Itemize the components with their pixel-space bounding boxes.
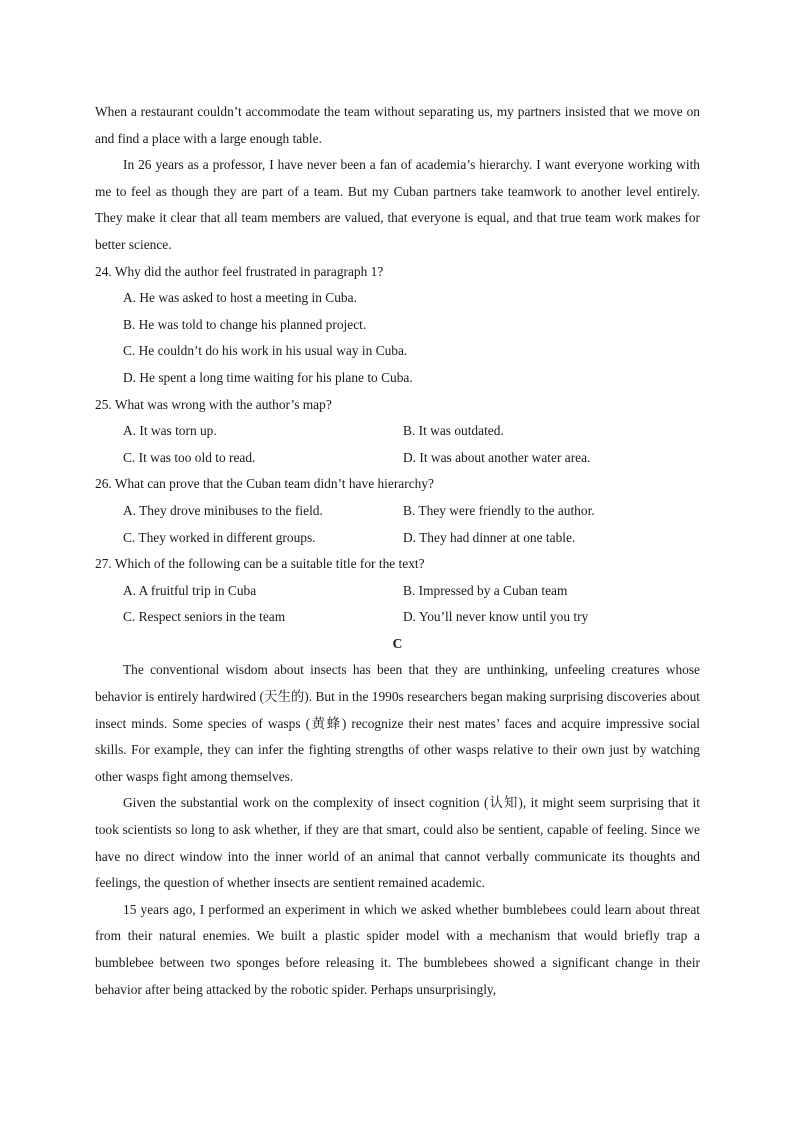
question-25-stem: 25. What was wrong with the author’s map?: [95, 396, 332, 412]
question-27-options-row-2: [95, 604, 700, 631]
passage-b-paragraph: In 26 years as a professor, I have never been a fan of academia’s hierarchy. I want everyone working with me to feel as though they are part of a team. But my Cuban partners take teamwork to another level entirely. They make it clear that all team members are valued, that everyone is equal, and that true team work makes for better science.: [95, 157, 700, 252]
question-26-option-d: D. They had dinner at one table.: [403, 529, 576, 545]
question-25-option-b: B. It was outdated.: [403, 423, 504, 439]
question-24-option-c: C. He couldn’t do his work in his usual way in Cuba.: [123, 343, 408, 359]
question-27-option-c: C. Respect seniors in the team: [123, 609, 286, 625]
question-27-options-row-1: [95, 578, 700, 605]
question-27-option-a: A. A fruitful trip in Cuba: [123, 582, 257, 598]
question-25-options-row-1: [95, 418, 700, 445]
question-27-stem: 27. Which of the following can be a suitable title for the text?: [95, 556, 425, 572]
section-c-paragraph: Given the substantial work on the complexity of insect cognition (认知), it might seem surprising that it took scientists so long to ask whether, if they are that smart, could also be sentient, capable of feeling. Since we have no direct window into the inner world of an animal that cannot verbally communicate its thoughts and feelings, the question of whether insects are sentient remained academic.: [95, 795, 700, 891]
exam-page: [95, 99, 700, 1003]
question-24-option-a: A. He was asked to host a meeting in Cuba.: [123, 290, 357, 306]
question-24-stem: 24. Why did the author feel frustrated in paragraph 1?: [95, 263, 384, 279]
question-25-options-row-2: [95, 445, 700, 472]
passage-b-paragraph: When a restaurant couldn’t accommodate the team without separating us, my partners insisted that we move on and find a place with a large enough table.: [95, 104, 700, 146]
question-26-options-row-1: [95, 498, 700, 525]
question-27-option-d: D. You’ll never know until you try: [403, 609, 589, 625]
question-24-option-d: D. He spent a long time waiting for his plane to Cuba.: [123, 369, 413, 385]
section-c-heading: C: [392, 635, 403, 651]
question-24-option-b: B. He was told to change his planned project.: [123, 316, 367, 332]
question-26-stem: 26. What can prove that the Cuban team didn’t have hierarchy?: [95, 476, 434, 492]
question-25-option-d: D. It was about another water area.: [403, 449, 591, 465]
question-25-option-a: A. It was torn up.: [123, 423, 217, 439]
question-26-option-c: C. They worked in different groups.: [123, 529, 316, 545]
section-c-paragraph: 15 years ago, I performed an experiment in which we asked whether bumblebees could learn about threat from their natural enemies. We built a plastic spider model with a mechanism that would briefly trap a bumblebee between two sponges before releasing it. The bumblebees showed a significant change in their behavior after being attacked by the robotic spider. Perhaps unsurprisingly,: [95, 901, 700, 997]
question-25-option-c: C. It was too old to read.: [123, 449, 256, 465]
question-27-option-b: B. Impressed by a Cuban team: [403, 582, 568, 598]
question-26-option-a: A. They drove minibuses to the field.: [123, 502, 323, 518]
question-26-options-row-2: [95, 525, 700, 552]
question-26-option-b: B. They were friendly to the author.: [403, 502, 595, 518]
section-c-paragraph: The conventional wisdom about insects has been that they are unthinking, unfeeling creatures whose behavior is entirely hardwired (天生的). But in the 1990s researchers began making surprising discoveries about insect minds. Some species of wasps (黄蜂) recognize their nest mates’ faces and acquire impressive social skills. For example, they can infer the fighting strengths of other wasps relative to their own just by watching other wasps fight among themselves.: [95, 662, 700, 784]
